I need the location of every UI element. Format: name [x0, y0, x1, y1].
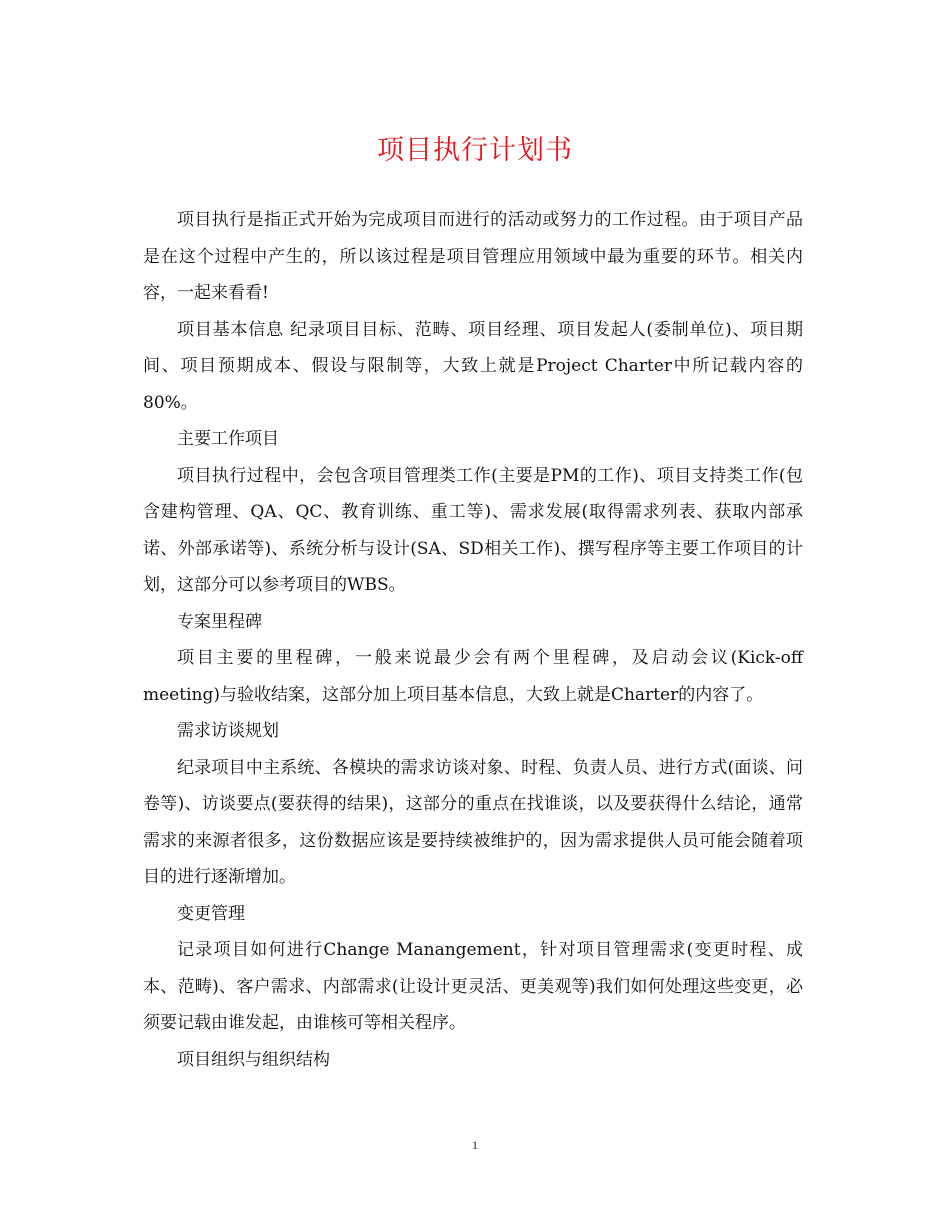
section-heading-organization: 项目组织与组织结构	[177, 1049, 330, 1070]
section-heading-requirements: 需求访谈规划	[177, 721, 279, 741]
basic-info-paragraph: 项目基本信息 纪录项目目标、范畴、项目经理、项目发起人(委制单位)、项目期间、项目预期成本、假设与限制等，大致上就是Project Charter中所记载内容的80%。	[143, 319, 803, 413]
change-management-paragraph: 记录项目如何进行Change Manangement，针对项目管理需求(变更时程、成本、范畴)、客户需求、内部需求(让设计更灵活、更美观等)我们如何处理这些变更，必须要记载由谁发起，由谁核可等相关程序。	[143, 940, 803, 1033]
document-body	[143, 202, 803, 1078]
section-heading-milestones: 专案里程碑	[177, 611, 262, 632]
intro-paragraph: 项目执行是指正式开始为完成项目而进行的活动或努力的工作过程。由于项目产品是在这个过程中产生的，所以该过程是项目管理应用领域中最为重要的环节。相关内容，一起来看看!	[143, 210, 803, 303]
section-heading-main-work: 主要工作项目	[177, 429, 279, 449]
milestones-paragraph: 项目主要的里程碑，一般来说最少会有两个里程碑，及启动会议(Kick-off meeting)与验收结案，这部分加上项目基本信息，大致上就是Charter的内容了。	[143, 648, 803, 705]
section-heading-change-management: 变更管理	[177, 903, 245, 924]
document-title: 项目执行计划书	[377, 135, 573, 166]
main-work-paragraph: 项目执行过程中，会包含项目管理类工作(主要是PM的工作)、项目支持类工作(包含建构管理、QA、QC、教育训练、重工等)、需求发展(取得需求列表、获取内部承诺、外部承诺等)、系统分析与设计(SA、SD相关工作)、撰写程序等主要工作项目的计划，这部分可以参考项目的WBS。	[143, 465, 803, 595]
page-number: 1	[472, 1138, 478, 1152]
requirements-paragraph: 纪录项目中主系统、各模块的需求访谈对象、时程、负责人员、进行方式(面谈、问卷等)、访谈要点(要获得的结果)，这部分的重点在找谁谈，以及要获得什么结论，通常需求的来源者很多，这份数据应该是要持续被维护的，因为需求提供人员可能会随着项目的进行逐渐增加。	[143, 757, 803, 887]
